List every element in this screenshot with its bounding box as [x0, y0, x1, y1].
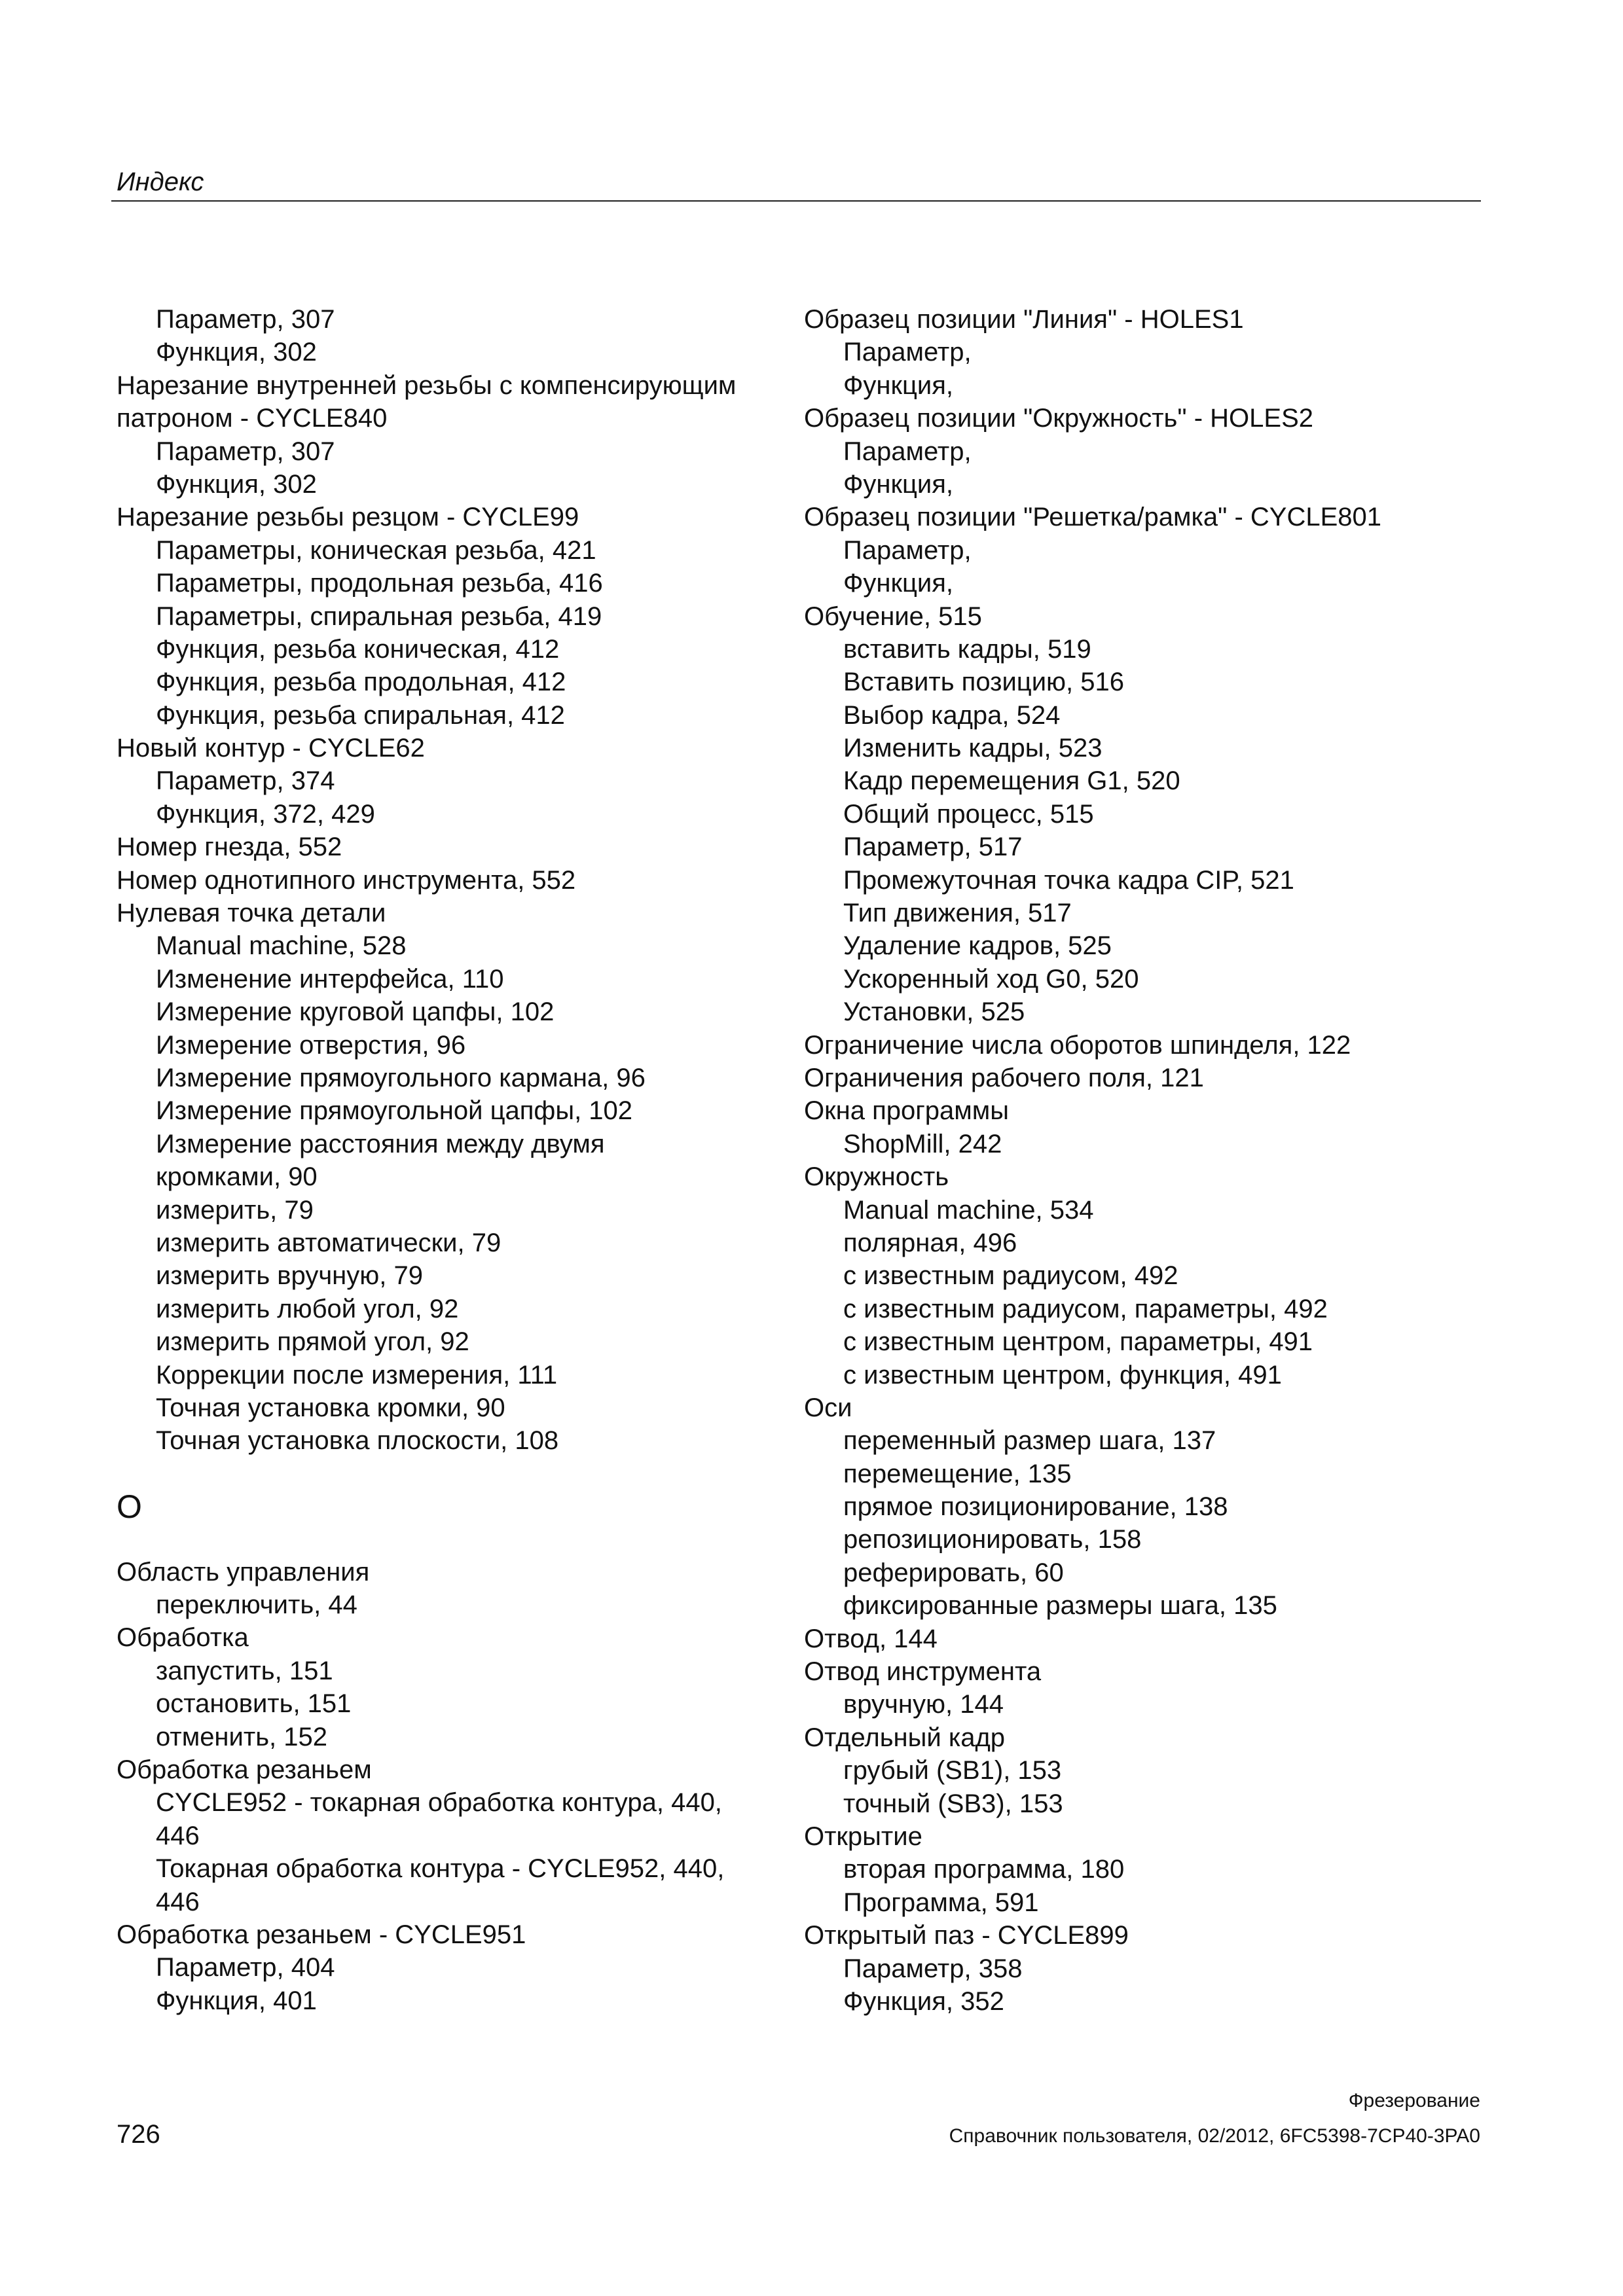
index-entry: Открытие: [804, 1821, 922, 1851]
index-subentry: Измерение прямоугольной цапфы, 102: [156, 1096, 633, 1126]
index-subentry: Функция, 302: [156, 338, 317, 367]
index-subentry: вставить кадры, 519: [843, 634, 1091, 664]
index-subentry: Параметр,: [843, 338, 972, 367]
index-subentry: Функция, 302: [156, 469, 317, 499]
index-entry: Обработка резаньем - CYCLE951: [117, 1920, 526, 1949]
index-subentry: Удаление кадров, 525: [843, 931, 1112, 961]
index-column-right: [804, 303, 1485, 2018]
index-subentry: переключить, 44: [156, 1590, 357, 1620]
index-subentry: Тип движения, 517: [843, 899, 1072, 928]
index-entry: Отвод, 144: [804, 1624, 938, 1653]
index-entry: Обучение, 515: [804, 601, 982, 631]
footer-document-title: Фрезерование: [1348, 2090, 1480, 2111]
page-number: 726: [117, 2120, 160, 2149]
index-subentry: Функция, 372, 429: [156, 799, 375, 829]
index-entry: Отдельный кадр: [804, 1723, 1006, 1752]
index-entry: Открытый паз - CYCLE899: [804, 1921, 1129, 1950]
index-entry: Область управления: [117, 1557, 370, 1587]
index-subentry: Токарная обработка контура - CYCLE952, 440,: [156, 1854, 725, 1884]
index-subentry: с известным центром, параметры, 491: [843, 1327, 1313, 1357]
index-subentry: Manual machine, 534: [843, 1195, 1094, 1225]
footer-manual-info: Справочник пользователя, 02/2012, 6FC5398-7CP40-3PA0: [949, 2125, 1480, 2147]
index-entry: Нулевая точка детали: [117, 899, 386, 928]
index-subentry: Параметр, 404: [156, 1953, 335, 1982]
index-subentry: Измерение расстояния между двумя: [156, 1129, 605, 1158]
index-subentry: Функция, резьба продольная, 412: [156, 668, 566, 697]
running-header: Индекс: [117, 168, 204, 196]
index-subentry: вторая программа, 180: [843, 1855, 1125, 1884]
index-subentry: Точная установка кромки, 90: [156, 1393, 505, 1422]
index-subentry: перемещение, 135: [843, 1459, 1072, 1488]
index-column-left: [117, 303, 784, 2017]
index-subentry: Вставить позицию, 516: [843, 668, 1125, 697]
index-subentry: Коррекции после измерения, 111: [156, 1360, 558, 1390]
index-entry: Обработка: [117, 1623, 249, 1653]
index-subentry: кромками, 90: [156, 1162, 318, 1192]
index-subentry: Параметр,: [843, 535, 972, 565]
index-subentry: репозиционировать, 158: [843, 1525, 1142, 1554]
index-entry: Образец позиции "Линия" - HOLES1: [804, 305, 1244, 334]
index-entry: Нарезание резьбы резцом - CYCLE99: [117, 503, 579, 532]
index-subentry: отменить, 152: [156, 1722, 327, 1751]
index-subentry: измерить прямой угол, 92: [156, 1327, 469, 1357]
index-entry: Образец позиции "Окружность" - HOLES2: [804, 404, 1313, 433]
index-entry: Отвод инструмента: [804, 1657, 1042, 1687]
index-entry: Номер однотипного инструмента, 552: [117, 865, 576, 895]
index-subentry: Функция,: [843, 569, 954, 598]
index-section-letter: O: [117, 1488, 142, 1525]
index-subentry: Ускоренный ход G0, 520: [843, 964, 1139, 994]
index-subentry: Функция, резьба коническая, 412: [156, 634, 560, 664]
index-subentry: Функция,: [843, 469, 954, 499]
index-subentry: переменный размер шага, 137: [843, 1426, 1216, 1456]
index-subentry: Функция, 401: [156, 1986, 317, 2015]
index-subentry: остановить, 151: [156, 1689, 352, 1719]
index-entry: Окружность: [804, 1162, 949, 1192]
index-entry: Ограничения рабочего поля, 121: [804, 1063, 1204, 1092]
index-subentry: Параметры, продольная резьба, 416: [156, 569, 603, 598]
index-entry: Нарезание внутренней резьбы с компенсирующим: [117, 370, 737, 400]
index-subentry: Программа, 591: [843, 1888, 1039, 1917]
index-subentry: Изменение интерфейса, 110: [156, 964, 504, 994]
index-subentry: Manual machine, 528: [156, 931, 407, 961]
index-entry: Оси: [804, 1393, 852, 1422]
index-subentry: Выбор кадра, 524: [843, 700, 1061, 730]
index-subentry: Параметр, 307: [156, 305, 335, 334]
index-subentry: Параметры, коническая резьба, 421: [156, 535, 596, 565]
index-subentry: Промежуточная точка кадра CIP, 521: [843, 865, 1294, 895]
index-subentry: Изменить кадры, 523: [843, 734, 1103, 763]
index-subentry: CYCLE952 - токарная обработка контура, 440,: [156, 1788, 722, 1818]
index-subentry: измерить, 79: [156, 1195, 314, 1225]
index-subentry: Параметр,: [843, 437, 972, 466]
index-subentry: 446: [156, 1821, 200, 1850]
index-subentry: Параметр, 517: [843, 833, 1023, 862]
index-subentry: измерить вручную, 79: [156, 1261, 423, 1291]
index-subentry: 446: [156, 1887, 200, 1916]
index-entry: Обработка резаньем: [117, 1755, 372, 1785]
index-subentry: запустить, 151: [156, 1656, 333, 1685]
index-subentry: грубый (SB1), 153: [843, 1756, 1062, 1785]
index-entry: Окна программы: [804, 1096, 1010, 1126]
index-subentry: вручную, 144: [843, 1690, 1004, 1719]
index-subentry: Измерение отверстия, 96: [156, 1030, 466, 1060]
index-subentry: полярная, 496: [843, 1228, 1017, 1257]
index-subentry: Установки, 525: [843, 997, 1025, 1027]
index-subentry: ShopMill, 242: [843, 1129, 1002, 1158]
index-subentry: Параметр, 307: [156, 437, 335, 466]
header-rule: [111, 200, 1481, 202]
index-subentry: прямое позиционирование, 138: [843, 1492, 1228, 1522]
index-subentry: с известным центром, функция, 491: [843, 1360, 1282, 1390]
index-subentry: измерить автоматически, 79: [156, 1228, 501, 1257]
index-entry: Образец позиции "Решетка/рамка" - CYCLE801: [804, 503, 1381, 532]
index-subentry: фиксированные размеры шага, 135: [843, 1591, 1277, 1621]
index-subentry: с известным радиусом, 492: [843, 1261, 1178, 1291]
index-subentry: Точная установка плоскости, 108: [156, 1426, 559, 1456]
index-entry: Ограничение числа оборотов шпинделя, 122: [804, 1030, 1351, 1060]
index-subentry: Общий процесс, 515: [843, 799, 1094, 829]
index-subentry: Параметр, 358: [843, 1954, 1023, 1983]
index-subentry: Измерение прямоугольного кармана, 96: [156, 1063, 646, 1092]
index-subentry: с известным радиусом, параметры, 492: [843, 1294, 1328, 1323]
index-subentry: Функция, 352: [843, 1986, 1004, 2016]
index-entry: патроном - CYCLE840: [117, 404, 388, 433]
index-subentry: реферировать, 60: [843, 1558, 1064, 1587]
index-subentry: Функция, резьба спиральная, 412: [156, 700, 565, 730]
index-subentry: Кадр перемещения G1, 520: [843, 766, 1180, 796]
index-subentry: Параметры, спиральная резьба, 419: [156, 601, 602, 631]
index-subentry: Параметр, 374: [156, 766, 335, 796]
index-subentry: Функция,: [843, 370, 954, 400]
index-entry: Номер гнезда, 552: [117, 833, 342, 862]
index-subentry: точный (SB3), 153: [843, 1789, 1063, 1818]
index-subentry: измерить любой угол, 92: [156, 1294, 459, 1323]
index-entry: Новый контур - CYCLE62: [117, 734, 425, 763]
index-subentry: Измерение круговой цапфы, 102: [156, 997, 555, 1027]
